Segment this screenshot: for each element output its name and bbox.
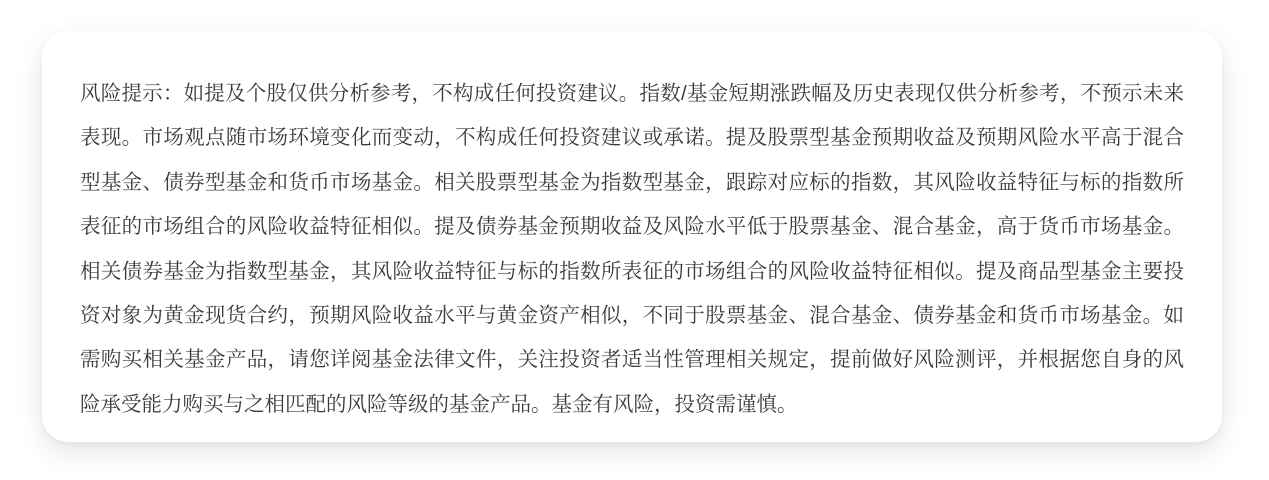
disclaimer-card bbox=[42, 31, 1222, 442]
risk-disclaimer-text: 风险提示：如提及个股仅供分析参考，不构成任何投资建议。指数/基金短期涨跌幅及历史表现仅供分析参考，不预示未来表现。市场观点随市场环境变化而变动，不构成任何投资建议或承诺。提及股票型基金预期收益及预期风险水平高于混合型基金、债券型基金和货币市场基金。相关股票型基金为指数型基金，跟踪对应标的指数，其风险收益特征与标的指数所表征的市场组合的风险收益特征相似。提及债券基金预期收益及风险水平低于股票基金、混合基金，高于货币市场基金。相关债券基金为指数型基金，其风险收益特征与标的指数所表征的市场组合的风险收益特征相似。提及商品型基金主要投资对象为黄金现货合约，预期风险收益水平与黄金资产相似，不同于股票基金、混合基金、债券基金和货币市场基金。如需购买相关基金产品，请您详阅基金法律文件，关注投资者适当性管理相关规定，提前做好风险测评，并根据您自身的风险承受能力购买与之相匹配的风险等级的基金产品。基金有风险，投资需谨慎。 bbox=[80, 82, 1184, 416]
